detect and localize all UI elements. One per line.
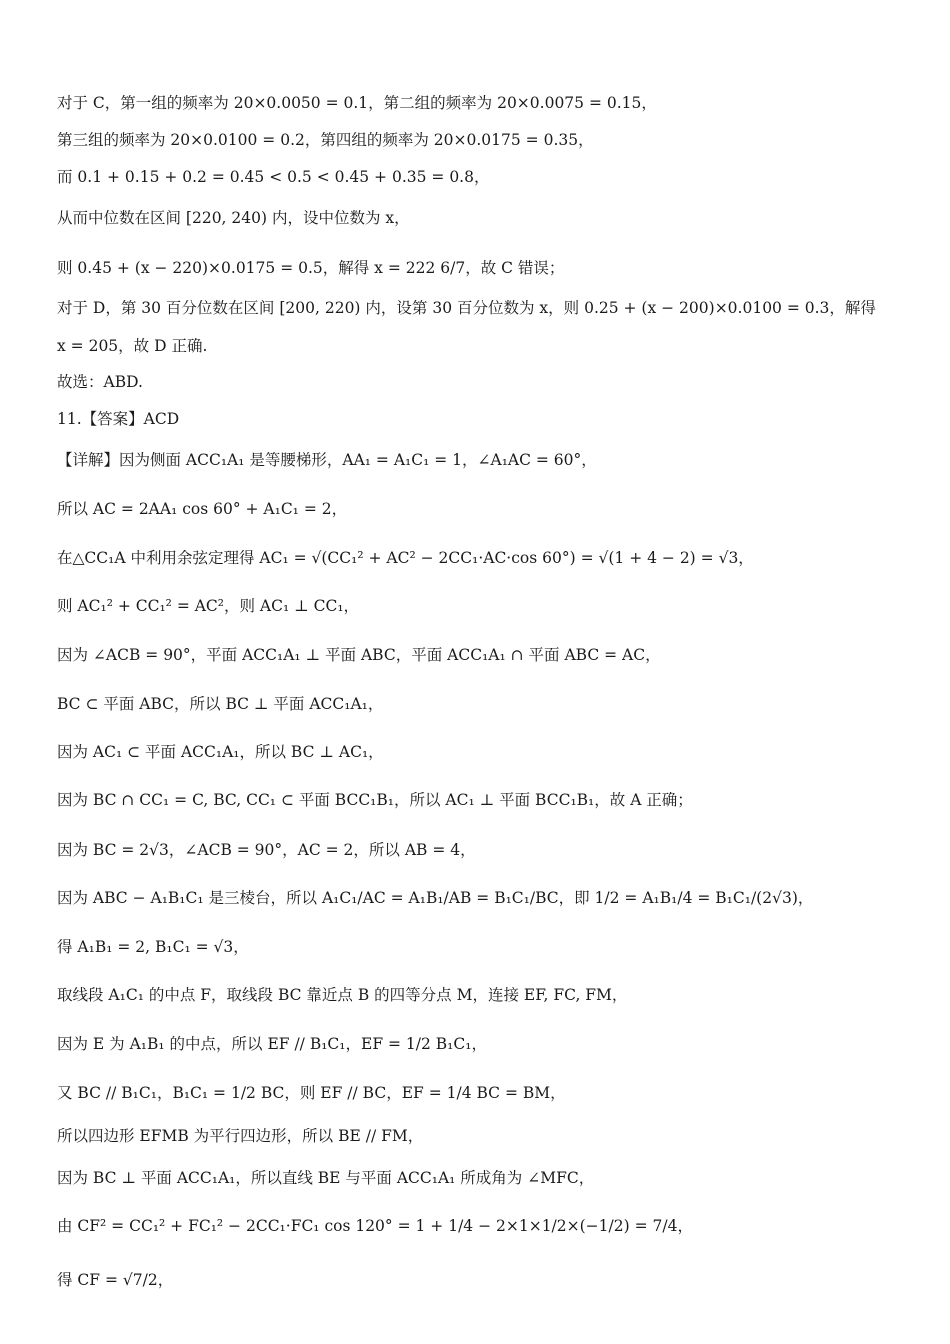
text-line-13: 则 AC₁² + CC₁² = AC²，则 AC₁ ⊥ CC₁， xyxy=(57,597,360,615)
text-line-1: 对于 C，第一组的频率为 20×0.0050 = 0.1，第二组的频率为 20×0.0075 = 0.15， xyxy=(57,94,657,112)
text-line-25: 因为 BC ⊥ 平面 ACC₁A₁，所以直线 BE 与平面 ACC₁A₁ 所成角为 ∠MFC， xyxy=(57,1169,595,1187)
text-line-7: x = 205，故 D 正确. xyxy=(57,337,208,355)
text-line-2: 第三组的频率为 20×0.0100 = 0.2，第四组的频率为 20×0.0175 = 0.35， xyxy=(57,131,594,149)
text-line-14: 因为 ∠ACB = 90°，平面 ACC₁A₁ ⊥ 平面 ABC，平面 ACC₁A₁ ∩ 平面 ABC = AC， xyxy=(57,646,661,664)
text-line-20: 得 A₁B₁ = 2, B₁C₁ = √3， xyxy=(57,938,249,956)
text-line-26: 由 CF² = CC₁² + FC₁² − 2CC₁·FC₁ cos 120° = 1 + 1/4 − 2×1×1/2×(−1/2) = 7/4， xyxy=(57,1217,693,1235)
text-line-19: 因为 ABC − A₁B₁C₁ 是三棱台，所以 A₁C₁/AC = A₁B₁/AB = B₁C₁/BC，即 1/2 = A₁B₁/4 = B₁C₁/(2√3)， xyxy=(57,889,814,907)
text-line-21: 取线段 A₁C₁ 的中点 F，取线段 BC 靠近点 B 的四等分点 M，连接 EF, FC, FM， xyxy=(57,986,628,1004)
text-line-5: 则 0.45 + (x − 220)×0.0175 = 0.5，解得 x = 222 6/7，故 C 错误； xyxy=(57,259,565,277)
text-line-23: 又 BC // B₁C₁，B₁C₁ = 1/2 BC，则 EF // BC，EF = 1/4 BC = BM， xyxy=(57,1084,566,1102)
text-line-8: 故选：ABD. xyxy=(57,373,143,391)
text-line-3: 而 0.1 + 0.15 + 0.2 = 0.45 < 0.5 < 0.45 + 0.35 = 0.8， xyxy=(57,168,490,186)
text-line-11: 所以 AC = 2AA₁ cos 60° + A₁C₁ = 2， xyxy=(57,500,348,518)
text-line-22: 因为 E 为 A₁B₁ 的中点，所以 EF // B₁C₁，EF = 1/2 B₁C₁， xyxy=(57,1035,487,1053)
text-line-24: 所以四边形 EFMB 为平行四边形，所以 BE // FM， xyxy=(57,1127,424,1145)
text-line-18: 因为 BC = 2√3，∠ACB = 90°，AC = 2，所以 AB = 4， xyxy=(57,841,476,859)
text-line-10: 【详解】因为侧面 ACC₁A₁ 是等腰梯形，AA₁ = A₁C₁ = 1，∠A₁AC = 60°， xyxy=(57,451,597,469)
text-line-6: 对于 D，第 30 百分位数在区间 [200, 220) 内，设第 30 百分位数为 x，则 0.25 + (x − 200)×0.0100 = 0.3，解得 xyxy=(57,299,876,317)
text-line-27: 得 CF = √7/2， xyxy=(57,1271,174,1289)
text-line-12: 在△CC₁A 中利用余弦定理得 AC₁ = √(CC₁² + AC² − 2CC₁·AC·cos 60°) = √(1 + 4 − 2) = √3， xyxy=(57,549,754,567)
text-line-4: 从而中位数在区间 [220, 240) 内，设中位数为 x， xyxy=(57,209,410,227)
text-line-9: 11.【答案】ACD xyxy=(57,410,180,428)
text-line-16: 因为 AC₁ ⊂ 平面 ACC₁A₁，所以 BC ⊥ AC₁， xyxy=(57,743,384,761)
text-line-15: BC ⊂ 平面 ABC，所以 BC ⊥ 平面 ACC₁A₁， xyxy=(57,695,384,713)
text-line-17: 因为 BC ∩ CC₁ = C, BC, CC₁ ⊂ 平面 BCC₁B₁，所以 AC₁ ⊥ 平面 BCC₁B₁，故 A 正确； xyxy=(57,791,693,809)
